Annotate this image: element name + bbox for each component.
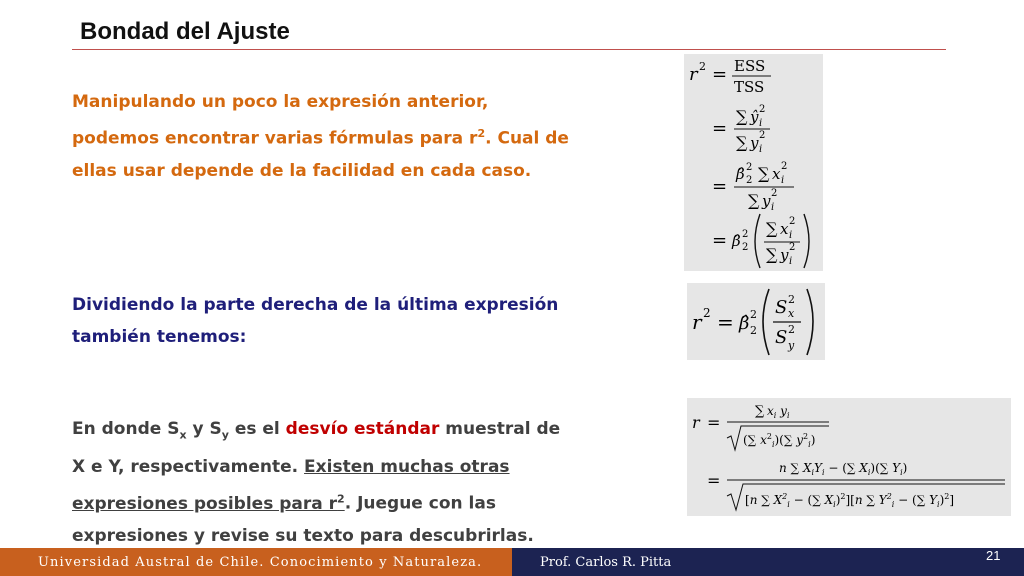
f2-s-den-y: y xyxy=(788,339,795,352)
f1-beta-sub-e: 2 xyxy=(742,242,749,253)
f1-i-e: i xyxy=(789,230,793,241)
sub-x: x xyxy=(179,428,187,442)
f1-eq4: = xyxy=(712,230,728,251)
f3-sum-num: ∑ xyxy=(755,404,765,419)
formula-r2-std-dev xyxy=(687,283,825,360)
footer-left-band xyxy=(0,548,512,576)
slide-title: Bondad del Ajuste xyxy=(80,18,290,45)
f1-sum-a: ∑ xyxy=(736,107,748,126)
svg-text:[n ∑ X2i − (∑ Xi)2][n ∑ Y2i −: [n ∑ $X^2_i$ − (∑ $X_i)^2][n$ ∑ $Y^2_i$ − (∑ $Y_i)^2$] xyxy=(745,492,955,509)
f1-y-f: y xyxy=(780,246,789,264)
f2-lhs: r xyxy=(692,310,702,334)
footer-institution: Universidad Austral de Chile. Conocimiento y Naturaleza. xyxy=(38,555,483,570)
title-underline xyxy=(72,49,946,50)
underlined-sup: 2 xyxy=(337,492,345,506)
f1-i-c: i xyxy=(781,175,785,186)
f1-sum-c: ∑ xyxy=(758,164,770,183)
explanation-b: y S xyxy=(186,419,222,439)
f1-beta-e: β̂ xyxy=(732,232,741,250)
f1-i-b: i xyxy=(759,144,763,155)
svg-text:(∑ x2i)(∑ y2i): (∑ $x^2_i)(\sum$ $y^2_i$) xyxy=(743,432,816,449)
f1-sum-e: ∑ xyxy=(766,219,778,238)
f3-lhs: r xyxy=(692,413,700,432)
f1-y-d: y xyxy=(762,192,771,210)
f1-tss: TSS xyxy=(734,78,765,96)
f1-i-d: i xyxy=(771,202,775,213)
intro-text-a: Manipulando un poco la expresión anterior, podemos encontrar varias fórmulas para r xyxy=(72,92,489,149)
intro-text-b: . Cual de ellas usar depende de la facilidad en cada caso. xyxy=(72,128,569,181)
f1-sq-b: 2 xyxy=(759,130,766,141)
explanation-paragraph xyxy=(72,413,572,552)
footer-author: Prof. Carlos R. Pitta xyxy=(540,555,672,570)
formula-r2-derivation xyxy=(684,54,823,271)
division-paragraph: Dividiendo la parte derecha de la última expresión también tenemos: xyxy=(72,295,559,347)
intro-superscript: 2 xyxy=(477,127,486,140)
f1-yhat-a: ŷ xyxy=(750,108,759,126)
explanation-a: En donde S xyxy=(72,419,180,439)
f1-sum-d: ∑ xyxy=(748,191,760,210)
f2-beta-sub: 2 xyxy=(750,324,757,337)
slide-footer xyxy=(0,548,1024,576)
sub-y: y xyxy=(221,428,229,442)
f1-eq3: = xyxy=(712,176,728,197)
f2-s-num: S xyxy=(775,297,788,318)
f2-eq: = xyxy=(717,310,734,334)
f3-eq1: = xyxy=(707,413,721,432)
f2-s-den: S xyxy=(775,327,788,348)
f1-eq1: = xyxy=(712,64,728,85)
f2-beta: β̂ xyxy=(739,313,750,334)
f3-eq2: = xyxy=(707,471,721,490)
f1-eq2: = xyxy=(712,118,728,139)
f1-i-f: i xyxy=(789,256,793,267)
explanation-c: es el xyxy=(228,419,286,439)
f2-s-num-sq: 2 xyxy=(788,293,795,306)
svg-text:n ∑ XiYi − (∑ Xi)(∑ Yi): n ∑ $X_iY_i$ − (∑ $X_i)(\sum$ $Y_i$) xyxy=(779,461,908,477)
underlined-a: Existen muchas otras expresiones posibles para r xyxy=(72,457,510,515)
f2-s-num-x: x xyxy=(788,307,795,320)
page-number: 21 xyxy=(986,548,1001,563)
f2-beta-sq: 2 xyxy=(750,308,757,321)
f1-sum-f: ∑ xyxy=(766,245,778,264)
footer-right-band xyxy=(512,548,1024,576)
f1-beta-sq-a: 2 xyxy=(746,162,753,173)
f1-y-b: y xyxy=(750,134,759,152)
f1-sq-e: 2 xyxy=(789,216,796,227)
f1-sq-d: 2 xyxy=(771,188,778,199)
f2-s-den-sq: 2 xyxy=(788,323,795,336)
f1-i-a: i xyxy=(759,118,763,129)
f1-x-c: x xyxy=(772,165,781,183)
f2-lhs-sq: 2 xyxy=(703,306,711,320)
f1-beta-a: β̂ xyxy=(736,165,745,183)
highlight-desvio: desvío estándar xyxy=(285,419,440,439)
f1-ess: ESS xyxy=(734,57,766,75)
intro-paragraph xyxy=(72,86,572,187)
svg-text:xi yi: $x_i$ $y_i$ xyxy=(767,404,790,420)
formula-r-correlation xyxy=(687,398,1011,516)
f1-lhs-sq: 2 xyxy=(699,60,706,73)
f1-sq-f: 2 xyxy=(789,242,796,253)
f1-sq-a: 2 xyxy=(759,104,766,115)
f1-beta-sq-e: 2 xyxy=(742,229,749,240)
f1-sum-b: ∑ xyxy=(736,133,748,152)
f1-beta-sub-a: 2 xyxy=(746,175,753,186)
f1-sq-c: 2 xyxy=(781,161,788,172)
f1-x-e: x xyxy=(780,220,789,238)
explanation-e: . Juegue con las expresiones y revise su texto para descubrirlas. xyxy=(72,494,534,547)
explanation-d: muestral de X e Y, respectivamente. xyxy=(72,419,561,478)
f1-lhs: r xyxy=(689,64,698,85)
